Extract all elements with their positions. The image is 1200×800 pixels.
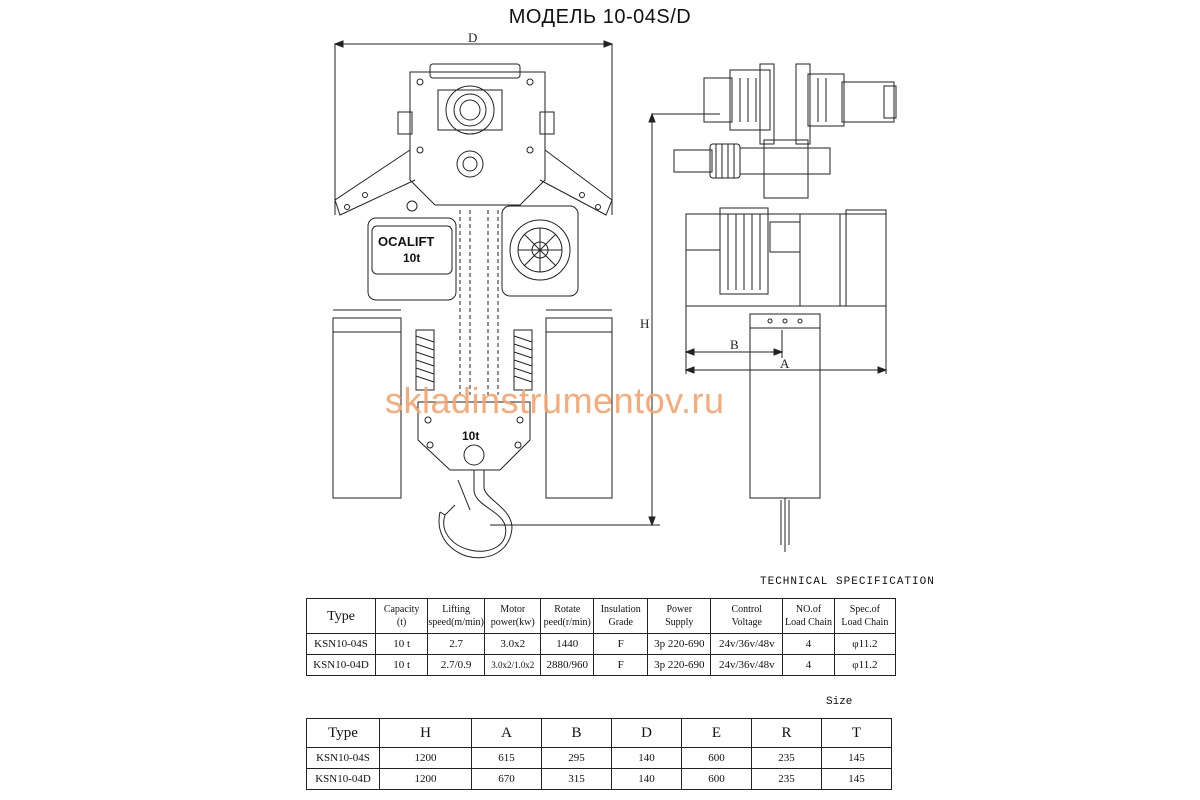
dim-d-label: D: [468, 30, 478, 45]
spec-cell: 24v/36v/48v: [711, 634, 783, 655]
spec-cell: 10 t: [376, 634, 428, 655]
size-cell: 140: [612, 769, 682, 790]
size-row-ksn10-04s: [307, 748, 892, 769]
size-cell: 145: [822, 748, 892, 769]
size-cell: 1200: [380, 769, 472, 790]
spec-cell: φ11.2: [834, 634, 895, 655]
size-cell: KSN10-04D: [307, 769, 380, 790]
size-cell: 600: [682, 769, 752, 790]
size-header-cell: Type: [307, 719, 380, 748]
size-cell: KSN10-04S: [307, 748, 380, 769]
spec-cell: 3.0x2: [485, 634, 541, 655]
size-cell: 235: [752, 748, 822, 769]
dim-h-label: H: [640, 316, 650, 331]
size-cell: 235: [752, 769, 822, 790]
spec-cell: 24v/36v/48v: [711, 655, 783, 676]
size-cell: 1200: [380, 748, 472, 769]
size-cell: 315: [542, 769, 612, 790]
dim-a-label: A: [780, 356, 790, 371]
size-cell: 295: [542, 748, 612, 769]
spec-cell: 1440: [541, 634, 594, 655]
size-cell: 140: [612, 748, 682, 769]
hook-block-label: 10t: [462, 429, 480, 443]
spec-header-cell: Power Supply: [648, 599, 711, 634]
size-header-cell: B: [542, 719, 612, 748]
page-title: МОДЕЛЬ 10-04S/D: [508, 6, 692, 28]
spec-cell: 3p 220-690: [648, 634, 711, 655]
technical-spec-table: [306, 598, 896, 676]
size-header-cell: H: [380, 719, 472, 748]
size-caption: Size: [826, 696, 853, 708]
dim-b-label: B: [730, 337, 739, 352]
spec-cell: KSN10-04D: [307, 655, 376, 676]
spec-header-cell: Control Voltage: [711, 599, 783, 634]
size-row-ksn10-04d: [307, 769, 892, 790]
size-cell: 600: [682, 748, 752, 769]
spec-cell: KSN10-04S: [307, 634, 376, 655]
size-header-cell: A: [472, 719, 542, 748]
spec-cell: 2.7/0.9: [428, 655, 485, 676]
spec-cell: φ11.2: [834, 655, 895, 676]
spec-header-cell: Capacity (t): [376, 599, 428, 634]
spec-cell: F: [594, 634, 648, 655]
spec-cell: 4: [783, 655, 834, 676]
spec-cell: F: [594, 655, 648, 676]
spec-caption: TECHNICAL SPECIFICATION: [760, 576, 935, 588]
front-view: [333, 30, 612, 558]
size-header-row: [307, 719, 892, 748]
spec-cell: 2.7: [428, 634, 485, 655]
spec-header-cell: Lifting speed(m/min): [428, 599, 485, 634]
spec-row-ksn10-04s: [307, 634, 896, 655]
watermark-text: skladinstrumentov.ru: [385, 380, 725, 421]
size-header-cell: T: [822, 719, 892, 748]
size-cell: 670: [472, 769, 542, 790]
size-cell: 145: [822, 769, 892, 790]
front-capacity-label: 10t: [403, 251, 421, 265]
spec-header-cell: Rotate peed(r/min): [541, 599, 594, 634]
size-cell: 615: [472, 748, 542, 769]
spec-cell: 10 t: [376, 655, 428, 676]
spec-row-ksn10-04d: [307, 655, 896, 676]
size-header-cell: D: [612, 719, 682, 748]
spec-header-cell: Insulation Grade: [594, 599, 648, 634]
spec-header-row: [307, 599, 896, 634]
side-view: [674, 64, 896, 552]
spec-header-cell: Type: [307, 599, 376, 634]
spec-header-cell: Spec.of Load Chain: [834, 599, 895, 634]
spec-cell: 3p 220-690: [648, 655, 711, 676]
spec-cell: 4: [783, 634, 834, 655]
front-brand-label: OCALIFT: [378, 234, 435, 249]
size-header-cell: R: [752, 719, 822, 748]
spec-header-cell: NO.of Load Chain: [783, 599, 834, 634]
spec-header-cell: Motor power(kw): [485, 599, 541, 634]
size-header-cell: E: [682, 719, 752, 748]
size-table: [306, 718, 892, 790]
spec-cell: 3.0x2/1.0x2: [485, 655, 541, 676]
spec-cell: 2880/960: [541, 655, 594, 676]
